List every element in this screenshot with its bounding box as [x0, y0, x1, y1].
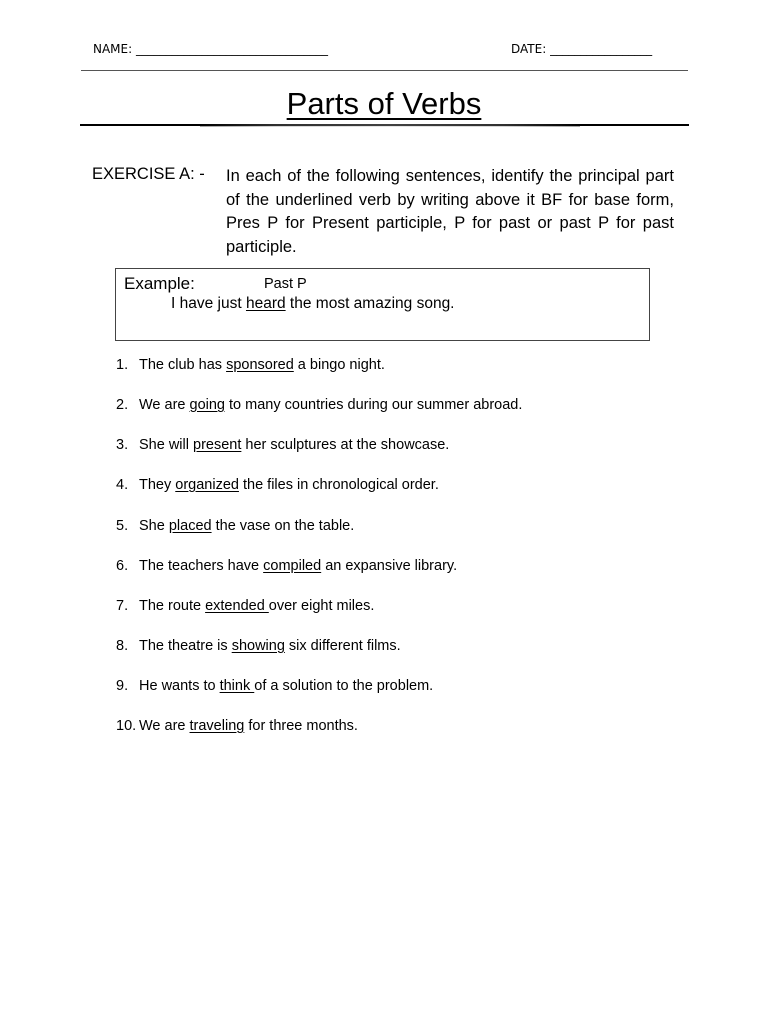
item-text-before: She will	[139, 437, 193, 453]
underlined-verb: showing	[231, 638, 285, 654]
item-number: 6.	[116, 558, 129, 574]
item-number: 1.	[116, 357, 129, 373]
name-field-label: NAME: ________________________________	[93, 42, 328, 56]
item-number: 8.	[116, 638, 129, 654]
example-answer: Past P	[264, 276, 307, 292]
example-sentence-after: the most amazing song.	[285, 295, 455, 312]
item-text-after: an expansive library.	[321, 558, 458, 574]
underlined-verb: think	[219, 678, 255, 694]
list-item	[116, 397, 522, 417]
list-item	[116, 598, 374, 618]
underlined-verb: compiled	[263, 558, 322, 574]
item-text-before: The teachers have	[139, 558, 264, 574]
item-text-after: of a solution to the problem.	[254, 678, 434, 694]
item-number: 5.	[116, 518, 129, 534]
list-item	[116, 437, 449, 457]
example-sentence-before: I have just	[171, 295, 246, 312]
item-text-before: The theatre is	[139, 638, 232, 654]
item-text-before: We are	[139, 718, 190, 734]
item-text-after: the vase on the table.	[211, 518, 355, 534]
example-label: Example:	[124, 274, 195, 293]
underlined-verb: placed	[168, 518, 212, 534]
item-text-after: her sculptures at the showcase.	[241, 437, 450, 453]
item-text-before: The route	[139, 598, 206, 614]
underlined-verb: organized	[175, 477, 239, 493]
item-number: 9.	[116, 678, 129, 694]
list-item	[116, 678, 433, 698]
item-number: 3.	[116, 437, 129, 453]
item-number: 10.	[116, 718, 137, 734]
underlined-verb: sponsored	[226, 357, 294, 373]
exercise-instructions: In each of the following sentences, identify the principal part of the underlined verb by writing above it BF for base form, Pres P for Present participle, P for past or past P for past participle.	[226, 167, 674, 256]
underlined-verb: extended	[205, 598, 269, 614]
item-number: 7.	[116, 598, 129, 614]
date-field-label: DATE: _________________	[511, 42, 653, 56]
list-item	[116, 638, 401, 658]
list-item	[116, 718, 358, 738]
underlined-verb: present	[193, 437, 242, 453]
item-text-before: The club has	[139, 357, 227, 373]
example-sentence	[171, 295, 455, 313]
exercise-label: EXERCISE A: -	[92, 165, 205, 183]
list-item	[116, 477, 439, 497]
underlined-verb: going	[189, 397, 225, 413]
list-item	[116, 518, 354, 538]
example-underlined-verb: heard	[245, 295, 286, 312]
item-text-after: over eight miles.	[268, 598, 375, 614]
item-text-after: six different films.	[284, 638, 401, 654]
title-divider-shade	[200, 124, 580, 127]
item-text-after: for three months.	[244, 718, 358, 734]
list-item	[116, 357, 385, 377]
page-title: Parts of Verbs	[286, 86, 482, 121]
list-item	[116, 558, 457, 578]
item-number: 4.	[116, 477, 129, 493]
item-text-after: to many countries during our summer abroad.	[225, 397, 523, 413]
item-text-before: We are	[139, 397, 190, 413]
item-text-before: She	[139, 518, 169, 534]
underlined-verb: traveling	[189, 718, 245, 734]
item-number: 2.	[116, 397, 129, 413]
item-text-after: a bingo night.	[293, 357, 385, 373]
item-text-after: the files in chronological order.	[238, 477, 439, 493]
item-text-before: He wants to	[139, 678, 220, 694]
header-divider	[81, 70, 688, 71]
item-text-before: They	[139, 477, 176, 493]
